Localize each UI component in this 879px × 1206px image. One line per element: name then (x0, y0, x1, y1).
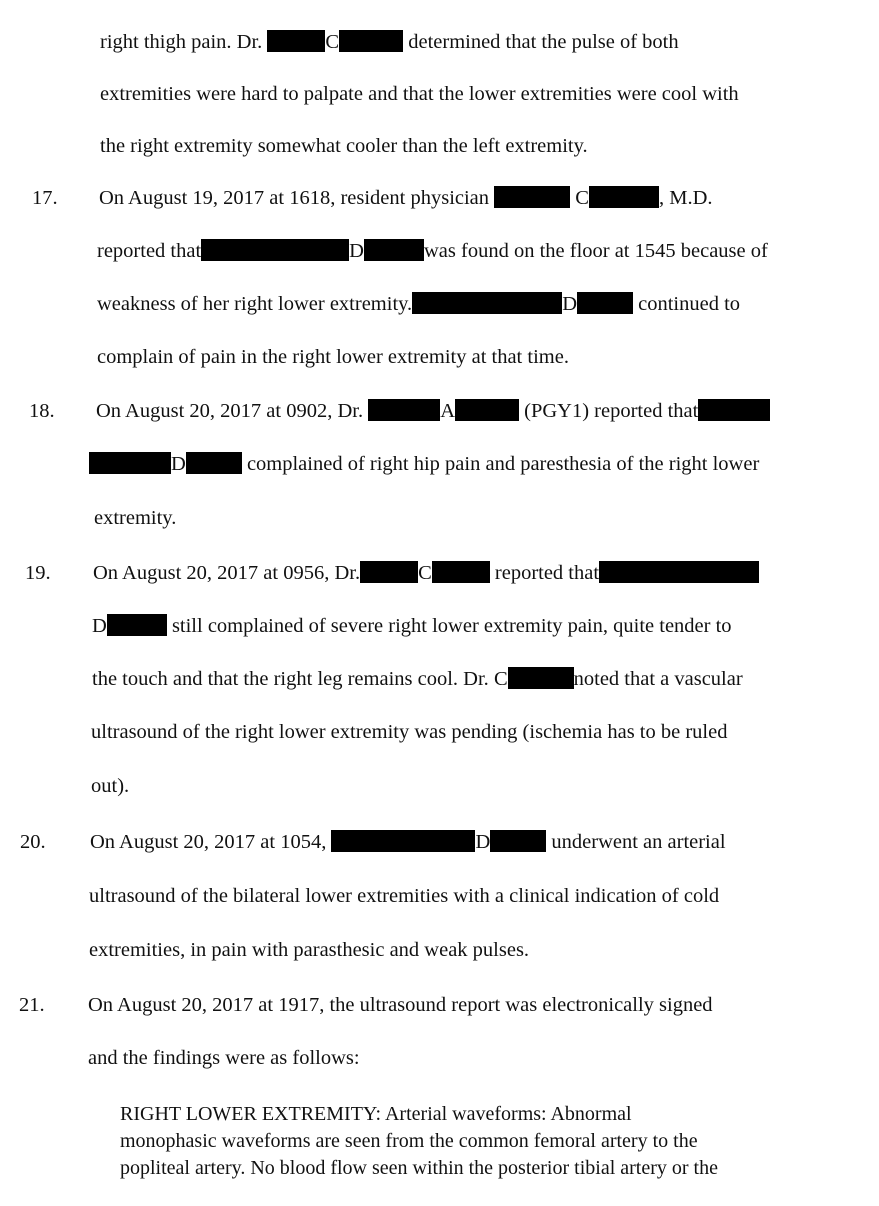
redaction-block (201, 239, 349, 261)
text-segment: (PGY1) reported that (524, 400, 699, 422)
redaction-block (107, 614, 167, 636)
redaction-block (589, 186, 659, 208)
text-line: complain of pain in the right lower extremity at that time. (97, 346, 569, 368)
redaction-block (360, 561, 418, 583)
text-segment: C (493, 668, 508, 690)
paragraph-number: 19. (25, 562, 51, 584)
text-segment: D (562, 293, 577, 315)
redaction-block (331, 830, 475, 852)
redaction-block (494, 186, 570, 208)
text-line: the right extremity somewhat cooler than the left extremity. (100, 135, 588, 157)
text-segment: the touch and that the right leg remains cool. Dr. (92, 668, 489, 690)
text-segment: still complained of severe right lower extremity pain, quite tender to (171, 615, 732, 637)
paragraph-number: 17. (32, 187, 58, 209)
text-line: On August 20, 2017 at 1917, the ultrasound report was electronically signed (88, 994, 713, 1016)
text-line: ultrasound of the bilateral lower extremities with a clinical indication of cold (89, 885, 720, 907)
text-segment: D (92, 615, 107, 637)
text-segment: On August 19, 2017 at 1618, resident physician (99, 187, 490, 209)
redaction-block (89, 452, 171, 474)
redaction-block (698, 399, 770, 421)
text-line (100, 30, 679, 54)
text-line (92, 667, 743, 691)
text-segment: D (171, 453, 186, 475)
text-segment: D (475, 831, 491, 853)
redaction-block (339, 30, 403, 52)
text-segment: On August 20, 2017 at 0956, Dr. (93, 562, 361, 584)
text-line (93, 561, 759, 585)
text-segment: right thigh pain. Dr. (100, 31, 263, 53)
text-line: extremities, in pain with parasthesic and weak pulses. (89, 939, 530, 961)
redaction-block (412, 292, 562, 314)
text-line: ultrasound of the right lower extremity was pending (ischemia has to be ruled (91, 721, 728, 743)
redaction-block (599, 561, 759, 583)
redaction-block (267, 30, 325, 52)
text-line: out). (91, 775, 130, 797)
redaction-block (364, 239, 424, 261)
text-line (96, 399, 770, 423)
text-line (99, 186, 713, 210)
text-segment: C (575, 187, 589, 209)
redaction-block (432, 561, 490, 583)
redaction-block (490, 830, 546, 852)
text-line (90, 830, 726, 854)
text-segment: was found on the floor at 1545 because of (423, 240, 768, 262)
quote-line: RIGHT LOWER EXTREMITY: Arterial waveforms: Abnormal (120, 1103, 632, 1125)
text-segment: A (440, 400, 456, 422)
text-line (97, 239, 768, 263)
text-line: and the findings were as follows: (88, 1047, 360, 1069)
paragraph-number: 18. (29, 400, 55, 422)
text-segment: D (349, 240, 364, 262)
text-line (92, 614, 732, 638)
redaction-block (368, 399, 440, 421)
text-segment: continued to (638, 293, 741, 315)
text-segment: reported that (494, 562, 600, 584)
text-segment: weakness of her right lower extremity. (97, 293, 413, 315)
text-line: extremity. (94, 507, 177, 529)
text-segment: underwent an arterial (551, 831, 726, 853)
text-segment: noted that a vascular (573, 668, 743, 690)
text-segment: , M.D. (658, 187, 713, 209)
text-segment: On August 20, 2017 at 0902, Dr. (96, 400, 364, 422)
text-segment: complained of right hip pain and paresthesia of the right lower (246, 453, 760, 475)
redaction-block (186, 452, 242, 474)
quote-line: monophasic waveforms are seen from the common femoral artery to the (120, 1130, 698, 1152)
text-segment: C (325, 31, 340, 53)
text-segment: determined that the pulse of both (408, 31, 679, 53)
text-segment: C (418, 562, 432, 584)
paragraph-number: 21. (19, 994, 45, 1016)
text-segment: On August 20, 2017 at 1054, (90, 831, 327, 853)
redaction-block (508, 667, 574, 689)
text-line (89, 452, 759, 476)
text-segment: reported that (97, 240, 202, 262)
redaction-block (455, 399, 519, 421)
text-line (97, 292, 740, 316)
redaction-block (577, 292, 633, 314)
quote-line: popliteal artery. No blood flow seen within the posterior tibial artery or the (120, 1157, 718, 1179)
text-line: extremities were hard to palpate and that the lower extremities were cool with (100, 83, 739, 105)
paragraph-number: 20. (20, 831, 46, 853)
